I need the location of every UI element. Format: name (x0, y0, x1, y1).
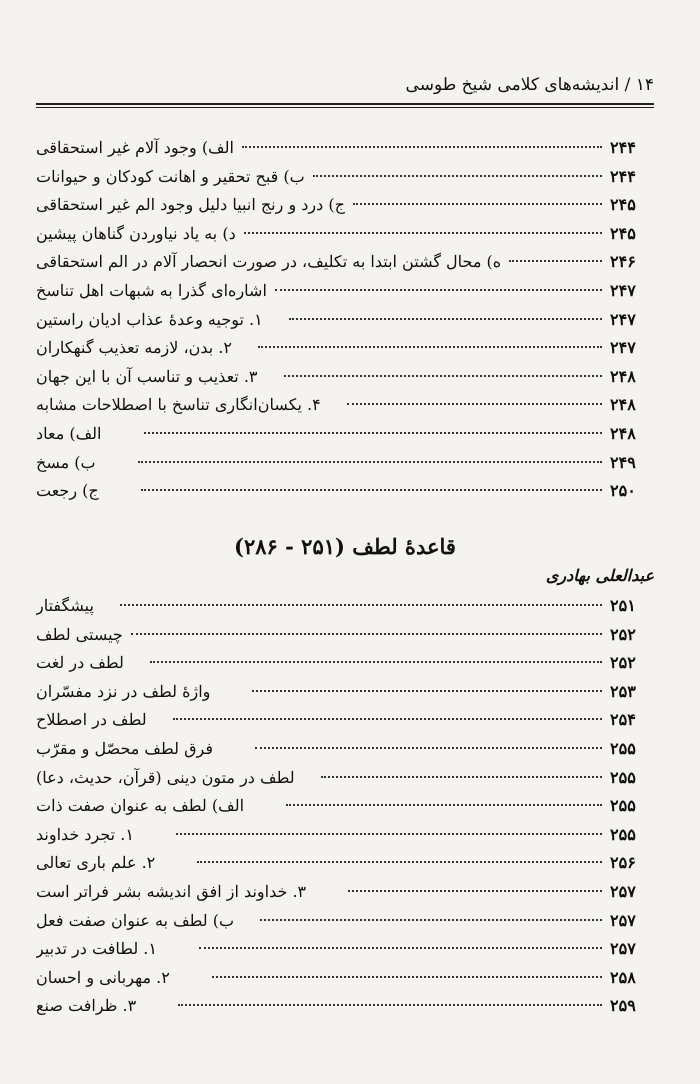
toc-entry (36, 220, 654, 249)
toc-entry-title: ۴. یکسان‌انگاری تناسخ با اصطلاحات مشابه (36, 395, 321, 415)
toc-entry-title: د) به یاد نیاوردن گناهان پیشین (36, 223, 236, 243)
header-rule-thin (36, 107, 654, 108)
toc-entry-title: ه) محال گشتن ابتدا به تکلیف، در صورت انحصار آلام در الم استحقاقی (36, 252, 502, 272)
running-header (36, 72, 654, 98)
toc-entry-page: ۲۴۸ (610, 366, 636, 386)
header-rule (36, 103, 654, 105)
toc-entry (36, 849, 654, 878)
toc-entry-page: ۲۵۷ (610, 910, 636, 930)
toc-dot-leader (289, 318, 602, 320)
toc-dot-leader (178, 1004, 602, 1006)
toc-dot-leader (347, 403, 602, 405)
toc-entry-title: ۲. مهربانی و احسان (36, 967, 170, 987)
toc-entry (36, 477, 654, 506)
toc-dot-leader (348, 890, 602, 892)
toc-entry-page: ۲۴۸ (610, 395, 636, 415)
toc-entry-title: ۲. بدن، لازمه تعذیب گنهکاران (36, 338, 232, 358)
toc-entry (36, 334, 654, 363)
toc-dot-leader (176, 833, 602, 835)
toc-entry-page: ۲۵۷ (610, 881, 636, 901)
toc-entry-page: ۲۵۵ (610, 767, 636, 787)
toc-dot-leader (284, 375, 602, 377)
toc-dot-leader (286, 804, 602, 806)
toc-entry-title: ۱. لطافت در تدبیر (36, 939, 157, 959)
toc-dot-leader (260, 919, 602, 921)
section-author: عبدالعلی بهادری (545, 566, 654, 585)
section-title: قاعدهٔ لطف (۲۵۱ - ۲۸۶) (234, 534, 456, 559)
toc-entry (36, 964, 654, 993)
header-separator: / (624, 75, 631, 95)
toc-list-top (36, 134, 654, 506)
toc-entry-title: ۳. خداوند از افق اندیشه بشر فراتر است (36, 881, 307, 901)
toc-entry-title: فرق لطف محصّل و مقرّب (36, 738, 213, 758)
toc-dot-leader (212, 976, 602, 978)
toc-dot-leader (150, 661, 602, 663)
toc-dot-leader (275, 289, 602, 291)
toc-entry-page: ۲۵۲ (610, 653, 636, 673)
toc-dot-leader (313, 175, 602, 177)
toc-entry-title: الف) لطف به عنوان صفت ذات (36, 796, 245, 816)
toc-entry-page: ۲۵۸ (610, 967, 636, 987)
toc-entry (36, 706, 654, 735)
toc-entry (36, 735, 654, 764)
toc-entry (36, 363, 654, 392)
toc-entry (36, 621, 654, 650)
toc-entry-title: لطف در لغت (36, 653, 124, 673)
toc-entry-page: ۲۵۶ (610, 853, 636, 873)
toc-dot-leader (353, 203, 602, 205)
toc-entry-title: ۲. علم باری تعالی (36, 853, 156, 873)
toc-entry-title: ج) رجعت (36, 481, 99, 501)
toc-entry-page: ۲۴۸ (610, 423, 636, 443)
toc-entry (36, 592, 654, 621)
toc-entry (36, 191, 654, 220)
toc-entry (36, 391, 654, 420)
toc-entry-page: ۲۴۴ (610, 138, 636, 157)
toc-entry (36, 449, 654, 478)
toc-entry-page: ۲۵۱ (610, 596, 636, 615)
toc-entry-page: ۲۵۵ (610, 824, 636, 844)
toc-entry-page: ۲۴۷ (610, 338, 636, 358)
toc-entry (36, 420, 654, 449)
toc-entry-title: پیشگفتار (36, 596, 94, 615)
toc-entry-page: ۲۴۶ (610, 252, 636, 272)
toc-entry (36, 935, 654, 964)
toc-entry-title: ب) لطف به عنوان صفت فعل (36, 910, 235, 930)
toc-entry-title: واژهٔ لطف در نزد مفسّران (36, 681, 211, 701)
toc-dot-leader (258, 346, 602, 348)
toc-entry-page: ۲۴۷ (610, 309, 636, 329)
toc-dot-leader (252, 690, 602, 692)
toc-dot-leader (144, 432, 603, 434)
toc-entry-title: ۱. توجیه وعدهٔ عذاب ادیان راستین (36, 309, 263, 329)
toc-entry (36, 306, 654, 335)
toc-dot-leader (242, 146, 602, 148)
toc-dot-leader (255, 747, 602, 749)
toc-entry-page: ۲۴۷ (610, 280, 636, 300)
header-page-number: ۱۴ (635, 75, 654, 95)
toc-dot-leader (173, 718, 602, 720)
toc-dot-leader (244, 232, 602, 234)
toc-entry-title: ب) قبح تحقیر و اهانت کودکان و حیوانات (36, 166, 305, 186)
toc-entry (36, 649, 654, 678)
toc-dot-leader (141, 489, 602, 491)
toc-entry (36, 792, 654, 821)
toc-entry (36, 992, 654, 1021)
toc-entry-title: ب) مسخ (36, 452, 96, 472)
toc-dot-leader (120, 604, 602, 606)
toc-dot-leader (197, 861, 602, 863)
toc-entry-page: ۲۵۷ (610, 939, 636, 959)
toc-list-bottom (36, 592, 654, 1021)
toc-dot-leader (131, 633, 602, 635)
toc-entry-page: ۲۵۵ (610, 738, 636, 758)
toc-entry-title: اشاره‌ای گذرا به شبهات اهل تناسخ (36, 280, 267, 300)
toc-entry-title: ج) درد و رنج انبیا دلیل وجود الم غیر استحقاقی (36, 195, 345, 215)
toc-dot-leader (509, 260, 602, 262)
toc-entry-title: ۱. تجرد خداوند (36, 824, 134, 844)
toc-entry-page: ۲۵۴ (610, 710, 636, 730)
toc-entry-title: چیستی لطف (36, 624, 123, 644)
toc-entry (36, 134, 654, 163)
toc-dot-leader (321, 776, 602, 778)
toc-entry-page: ۲۴۹ (610, 452, 636, 472)
toc-entry-page: ۲۵۵ (610, 796, 636, 816)
toc-entry-page: ۲۵۲ (610, 624, 636, 644)
toc-entry-title: لطف در اصطلاح (36, 710, 147, 730)
toc-entry-title: الف) وجود آلام غیر استحقاقی (36, 138, 234, 157)
toc-entry-page: ۲۵۹ (610, 996, 636, 1016)
header-book-title: اندیشه‌های کلامی شیخ طوسی (405, 75, 620, 95)
toc-entry (36, 163, 654, 192)
toc-entry-title: ۳. ظرافت صنع (36, 996, 137, 1016)
toc-entry-page: ۲۵۳ (610, 681, 636, 701)
toc-entry-page: ۲۴۴ (610, 166, 636, 186)
toc-entry (36, 821, 654, 850)
toc-entry (36, 248, 654, 277)
toc-entry-title: لطف در متون دینی (قرآن، حدیث، دعا) (36, 767, 295, 787)
toc-entry (36, 764, 654, 793)
toc-entry-page: ۲۴۵ (610, 223, 636, 243)
toc-entry (36, 277, 654, 306)
toc-entry (36, 907, 654, 936)
toc-entry-page: ۲۵۰ (610, 481, 636, 501)
toc-entry-page: ۲۴۵ (610, 195, 636, 215)
toc-entry-title: ۳. تعذیب و تناسب آن با این جهان (36, 366, 258, 386)
toc-entry-title: الف) معاد (36, 423, 102, 443)
toc-dot-leader (138, 461, 602, 463)
toc-entry (36, 878, 654, 907)
toc-dot-leader (199, 947, 602, 949)
toc-entry (36, 678, 654, 707)
